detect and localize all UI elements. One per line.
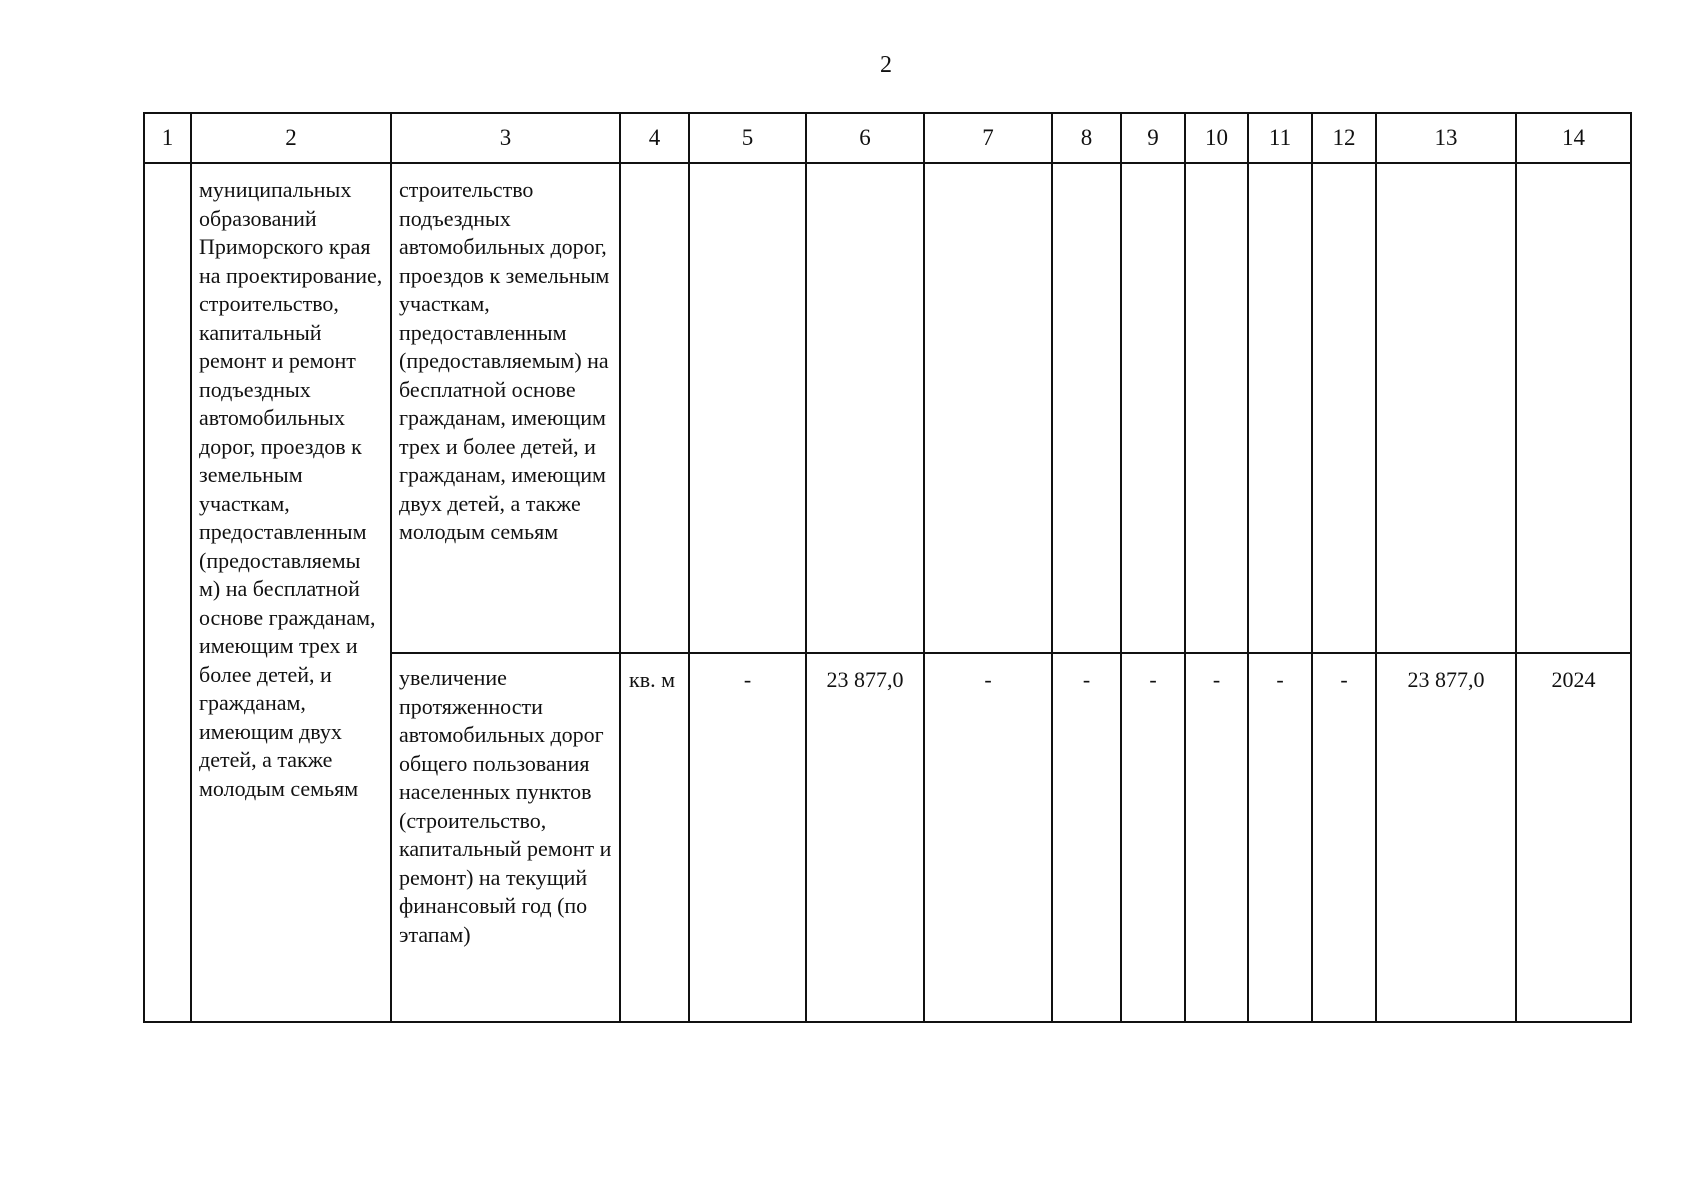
cell-row1-col-8 (1052, 163, 1121, 653)
cell-row1-col-13 (1376, 163, 1516, 653)
header-col-3: 3 (391, 113, 620, 163)
cell-row2-col-11: - (1248, 653, 1312, 1022)
header-col-4: 4 (620, 113, 689, 163)
header-col-2: 2 (191, 113, 391, 163)
cell-row2-col-6: 23 877,0 (806, 653, 924, 1022)
cell-row1-col-3: строительство подъездных автомобильных дорог, проездов к земельным участкам, предоставленным (предоставляемым) на бесплатной основе гражданам, имеющим трех и более детей, и гражданам, имеющим двух детей, а также молодым семьям (391, 163, 620, 653)
cell-row1-col-10 (1185, 163, 1248, 653)
cell-row1-col-7 (924, 163, 1052, 653)
header-col-1: 1 (144, 113, 191, 163)
header-col-13: 13 (1376, 113, 1516, 163)
cell-row2-col-10: - (1185, 653, 1248, 1022)
cell-row1-col-11 (1248, 163, 1312, 653)
cell-col-1 (144, 163, 191, 1022)
cell-row2-unit: кв. м (620, 653, 689, 1022)
cell-row2-col-8: - (1052, 653, 1121, 1022)
header-col-11: 11 (1248, 113, 1312, 163)
cell-col-2-description: муниципальных образований Приморского края на проектирование, строительство, капитальный ремонт и ремонт подъездных автомобильных дорог, проездов к земельным участкам, предоставленным (предоставляемы м) на бесплатной основе гражданам, имеющим трех и более детей, и гражданам, имеющим двух детей, а также молодым семьям (191, 163, 391, 1022)
cell-row2-col-14: 2024 (1516, 653, 1631, 1022)
cell-row2-col-13: 23 877,0 (1376, 653, 1516, 1022)
header-col-14: 14 (1516, 113, 1631, 163)
header-col-8: 8 (1052, 113, 1121, 163)
header-col-9: 9 (1121, 113, 1185, 163)
header-col-10: 10 (1185, 113, 1248, 163)
cell-row1-col-14 (1516, 163, 1631, 653)
cell-row1-col-5 (689, 163, 806, 653)
header-col-6: 6 (806, 113, 924, 163)
data-table (143, 112, 1632, 1023)
cell-row2-col-5: - (689, 653, 806, 1022)
page-number: 2 (880, 52, 892, 78)
cell-row2-col-12: - (1312, 653, 1376, 1022)
cell-row1-col-12 (1312, 163, 1376, 653)
cell-row2-col-7: - (924, 653, 1052, 1022)
cell-row1-col-9 (1121, 163, 1185, 653)
header-row (144, 113, 1631, 163)
cell-row2-col-3: увеличение протяженности автомобильных дорог общего пользования населенных пунктов (строительство, капитальный ремонт и ремонт) на текущий финансовый год (по этапам) (391, 653, 620, 1022)
header-col-12: 12 (1312, 113, 1376, 163)
header-col-7: 7 (924, 113, 1052, 163)
header-col-5: 5 (689, 113, 806, 163)
table-row (144, 163, 1631, 653)
cell-row1-col-6 (806, 163, 924, 653)
cell-row2-col-9: - (1121, 653, 1185, 1022)
cell-row1-col-4 (620, 163, 689, 653)
